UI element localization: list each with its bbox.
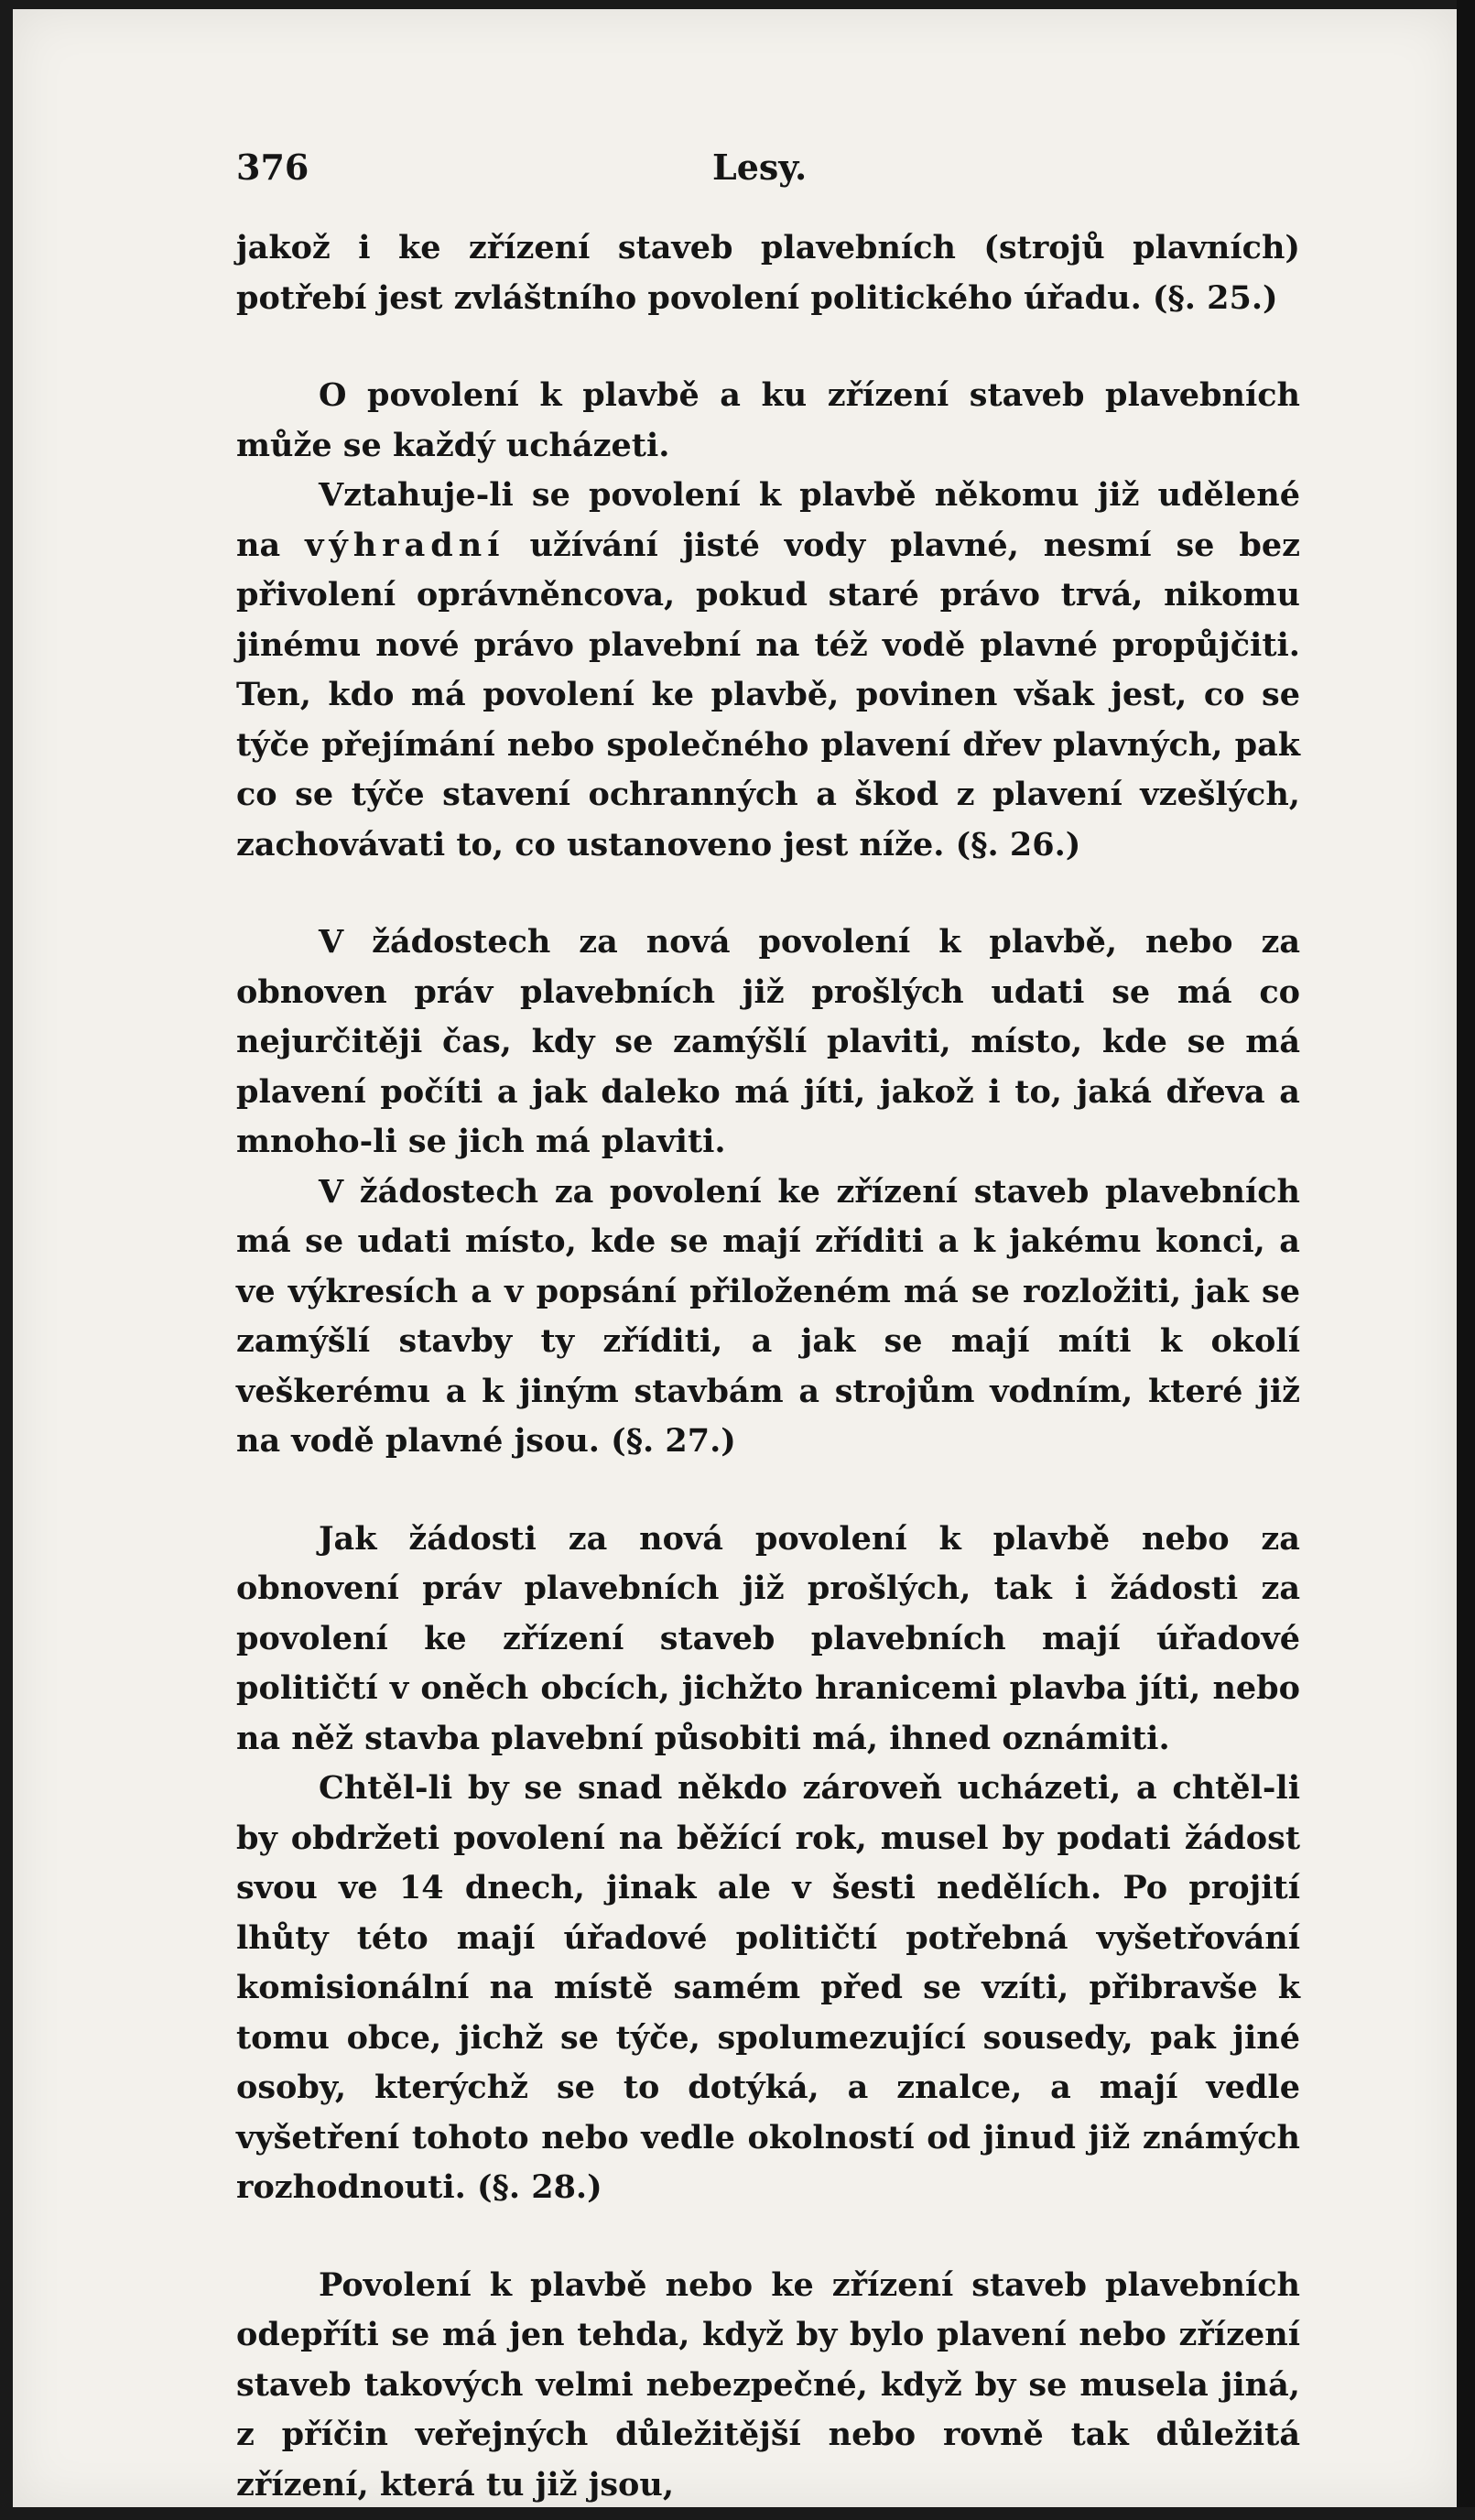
scan-border-top: [0, 0, 1475, 9]
paragraph-3: [236, 471, 1300, 870]
paragraph-3-start: Vztahuje-li se povolení k plavbě někomu již udělené na: [236, 476, 1300, 564]
paragraph-3-rest: užívání jisté vody plavné, nesmí se bez přivolení oprávněncova, pokud staré právo trvá, nikomu jinému nové právo plavební na též vodě plavné propůjčiti. Ten, kdo má povolení ke plavbě, povinen však jest, co se týče přejímání nebo společného plavení dřev plavných, pak co se týče stavení ochranných a škod z plavení vzešlých, zachovávati to, co ustanoveno jest níže. (§. 26.): [236, 526, 1300, 864]
paragraph-4: V žádostech za nová povolení k plavbě, nebo za obnoven práv plavebních již prošlých udati se má co nejurčitěji čas, kdy se zamýšlí plaviti, místo, kde se má plavení počíti a jak daleko má jíti, jakož i to, jaká dřeva a mnoho-li se jich má plaviti.: [236, 923, 1300, 1160]
page-number: 376: [236, 147, 309, 188]
paragraph-2: O povolení k plavbě a ku zřízení staveb plavebních může se každý ucházeti.: [236, 376, 1300, 464]
scan-border-right: [1457, 0, 1475, 2520]
paragraph-1: jakož i ke zřízení staveb plavebních (strojů plavních) potřebí jest zvláštního povolení politického úřadu. (§. 25.): [236, 229, 1300, 317]
paragraph-8: Povolení k plavbě nebo ke zřízení staveb plavebních odepříti se má jen tehda, když by bylo plavení nebo zřízení staveb takových velmi nebezpečné, když by se musela jiná, z příčin veřejných důležitější nebo rovně tak důležitá zřízení, která tu již jsou,: [236, 2265, 1300, 2504]
paragraph-5: V žádostech za povolení ke zřízení staveb plavebních má se udati místo, kde se mají zříditi a k jakému konci, a ve výkresích a v popsání přiloženém má se rozložiti, jak se zamýšlí stavby ty zříditi, a jak se mají míti k okolí veškerému a k jiným stavbám a strojům vodním, které již na vodě plavné jsou. (§. 27.): [236, 1172, 1300, 1460]
paragraph-6: Jak žádosti za nová povolení k plavbě nebo za obnovení práv plavebních již prošlých, tak i žádosti za povolení ke zřízení staveb plavebních mají úřadové političtí v oněch obcích, jichžto hranicemi plavba jíti, nebo na něž stavba plavební působiti má, ihned oznámiti.: [236, 1519, 1300, 1757]
scan-border-left: [0, 0, 13, 2520]
page-header: [236, 136, 1300, 200]
page-content: [236, 136, 1300, 2510]
emphasis-vyhradni: výhradní: [305, 526, 505, 564]
paragraph-7: Chtěl-li by se snad někdo zároveň ucházeti, a chtěl-li by obdržeti povolení na běžící rok, musel by podati žádost svou ve 14 dnech, jinak ale v šesti nedělích. Po projití lhůty této mají úřadové političtí potřebná vyšetřování komisionální na místě samém před se vzíti, přibravše k tomu obce, jichž se týče, spolumezující sousedy, pak jiné osoby, kterýchž se to dotýká, a znalce, a mají vedle vyšetření tohoto nebo vedle okolností od jinud již známých rozhodnouti. (§. 28.): [236, 1769, 1300, 2206]
running-head: Lesy.: [712, 147, 808, 188]
